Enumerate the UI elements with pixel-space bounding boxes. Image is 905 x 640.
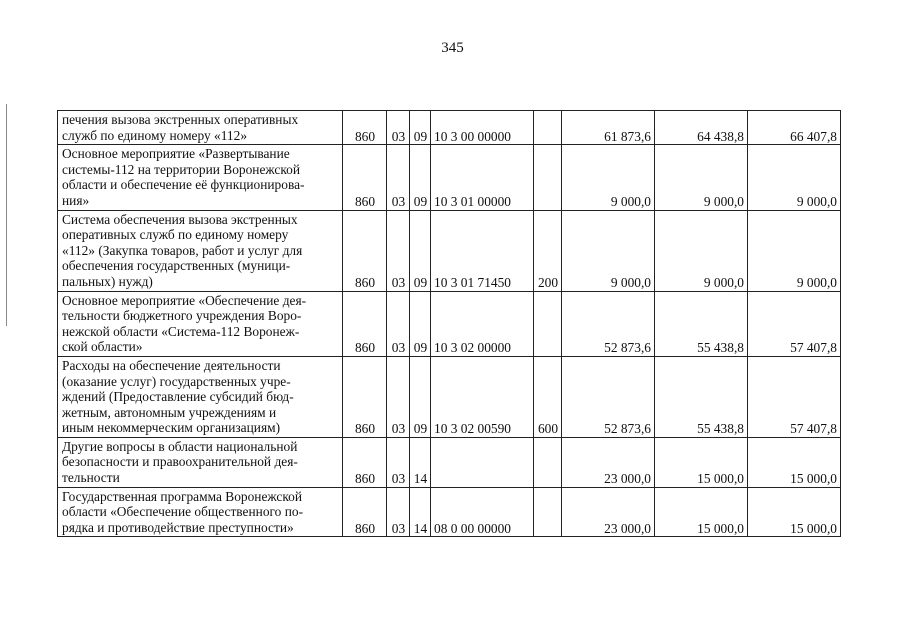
ministry-code-cell: 860	[343, 437, 387, 487]
row-name-line: (оказание услуг) государственных учре-	[62, 373, 291, 389]
expense-type-cell: 200	[534, 210, 562, 291]
amount-year2-cell: 9 000,0	[655, 210, 748, 291]
amount-year2-cell: 55 438,8	[655, 356, 748, 437]
table-row	[58, 210, 841, 291]
section-code-cell: 03	[387, 487, 410, 537]
amount-year1-cell: 23 000,0	[562, 487, 655, 537]
target-article-cell: 10 3 02 00590	[431, 356, 534, 437]
row-name-line: обеспечения государственных (муници-	[62, 258, 291, 274]
row-name-line: безопасности и правоохранительной дея-	[62, 454, 298, 470]
row-name-line: Другие вопросы в области национальной	[62, 438, 298, 454]
page-number: 345	[441, 40, 464, 56]
subsection-code-cell: 14	[410, 487, 431, 537]
row-name-line: «112» (Закупка товаров, работ и услуг для	[62, 242, 303, 258]
table-row	[58, 291, 841, 356]
target-article-cell: 10 3 01 00000	[431, 145, 534, 210]
row-name-line: ждений (Предоставление субсидий бюд-	[62, 389, 294, 405]
subsection-code-cell: 09	[410, 111, 431, 145]
ministry-code-cell: 860	[343, 356, 387, 437]
expense-type-cell	[534, 111, 562, 145]
row-name-cell	[58, 111, 343, 145]
subsection-code-cell: 09	[410, 356, 431, 437]
amount-year1-cell: 9 000,0	[562, 210, 655, 291]
amount-year1-cell: 9 000,0	[562, 145, 655, 210]
row-name-line: ской области»	[62, 339, 143, 355]
budget-table	[57, 110, 841, 537]
ministry-code-cell: 860	[343, 487, 387, 537]
table-row	[58, 356, 841, 437]
table-row	[58, 145, 841, 210]
row-name-line: жетным, автономным учреждениям и	[62, 404, 277, 420]
ministry-code-cell: 860	[343, 210, 387, 291]
table-row	[58, 487, 841, 537]
table-row	[58, 437, 841, 487]
expense-type-cell: 600	[534, 356, 562, 437]
row-name-line: Основное мероприятие «Обеспечение дея-	[62, 292, 307, 308]
ministry-code-cell: 860	[343, 111, 387, 145]
subsection-code-cell: 09	[410, 145, 431, 210]
amount-year3-cell: 15 000,0	[748, 437, 841, 487]
section-code-cell: 03	[387, 111, 410, 145]
row-name-line: области и обеспечение её функционирова-	[62, 177, 305, 193]
row-name-cell	[58, 487, 343, 537]
row-name-line: иным некоммерческим организациям)	[62, 420, 281, 436]
ministry-code-cell: 860	[343, 145, 387, 210]
section-code-cell: 03	[387, 356, 410, 437]
row-name-line: тельности бюджетного учреждения Воро-	[62, 308, 302, 324]
amount-year3-cell: 9 000,0	[748, 210, 841, 291]
table-row	[58, 111, 841, 145]
amount-year3-cell: 66 407,8	[748, 111, 841, 145]
row-name-line: пальных) нужд)	[62, 273, 153, 289]
row-name-cell	[58, 145, 343, 210]
row-name-line: печения вызова экстренных оперативных	[62, 112, 299, 127]
amount-year2-cell: 64 438,8	[655, 111, 748, 145]
row-name-line: Основное мероприятие «Развертывание	[62, 146, 290, 162]
amount-year3-cell: 57 407,8	[748, 356, 841, 437]
target-article-cell: 10 3 00 00000	[431, 111, 534, 145]
amount-year2-cell: 9 000,0	[655, 145, 748, 210]
section-code-cell: 03	[387, 437, 410, 487]
row-name-line: тельности	[62, 470, 120, 486]
row-name-line: системы-112 на территории Воронежской	[62, 161, 301, 177]
ministry-code-cell: 860	[343, 291, 387, 356]
amount-year1-cell: 23 000,0	[562, 437, 655, 487]
row-name-cell	[58, 210, 343, 291]
expense-type-cell	[534, 437, 562, 487]
section-code-cell: 03	[387, 210, 410, 291]
row-name-line: служб по единому номеру «112»	[62, 127, 248, 143]
amount-year2-cell: 15 000,0	[655, 437, 748, 487]
amount-year1-cell: 61 873,6	[562, 111, 655, 145]
row-name-line: ния»	[62, 192, 90, 208]
row-name-line: области «Обеспечение общественного по-	[62, 504, 304, 520]
scan-margin-line	[6, 104, 7, 326]
section-code-cell: 03	[387, 291, 410, 356]
target-article-cell: 08 0 00 00000	[431, 487, 534, 537]
amount-year2-cell: 15 000,0	[655, 487, 748, 537]
amount-year1-cell: 52 873,6	[562, 356, 655, 437]
row-name-line: оперативных служб по единому номеру	[62, 227, 289, 243]
row-name-line: рядка и противодействие преступности»	[62, 519, 294, 535]
subsection-code-cell: 09	[410, 291, 431, 356]
row-name-line: Государственная программа Воронежской	[62, 488, 303, 504]
row-name-line: Система обеспечения вызова экстренных	[62, 211, 298, 227]
expense-type-cell	[534, 487, 562, 537]
section-code-cell: 03	[387, 145, 410, 210]
amount-year3-cell: 15 000,0	[748, 487, 841, 537]
amount-year2-cell: 55 438,8	[655, 291, 748, 356]
row-name-line: нежской области «Система-112 Воронеж-	[62, 323, 300, 339]
target-article-cell	[431, 437, 534, 487]
row-name-line: Расходы на обеспечение деятельности	[62, 357, 281, 373]
amount-year1-cell: 52 873,6	[562, 291, 655, 356]
subsection-code-cell: 14	[410, 437, 431, 487]
expense-type-cell	[534, 145, 562, 210]
target-article-cell: 10 3 01 71450	[431, 210, 534, 291]
row-name-cell	[58, 291, 343, 356]
amount-year3-cell: 57 407,8	[748, 291, 841, 356]
target-article-cell: 10 3 02 00000	[431, 291, 534, 356]
budget-table-body	[58, 111, 841, 537]
expense-type-cell	[534, 291, 562, 356]
row-name-cell	[58, 437, 343, 487]
amount-year3-cell: 9 000,0	[748, 145, 841, 210]
subsection-code-cell: 09	[410, 210, 431, 291]
row-name-cell	[58, 356, 343, 437]
